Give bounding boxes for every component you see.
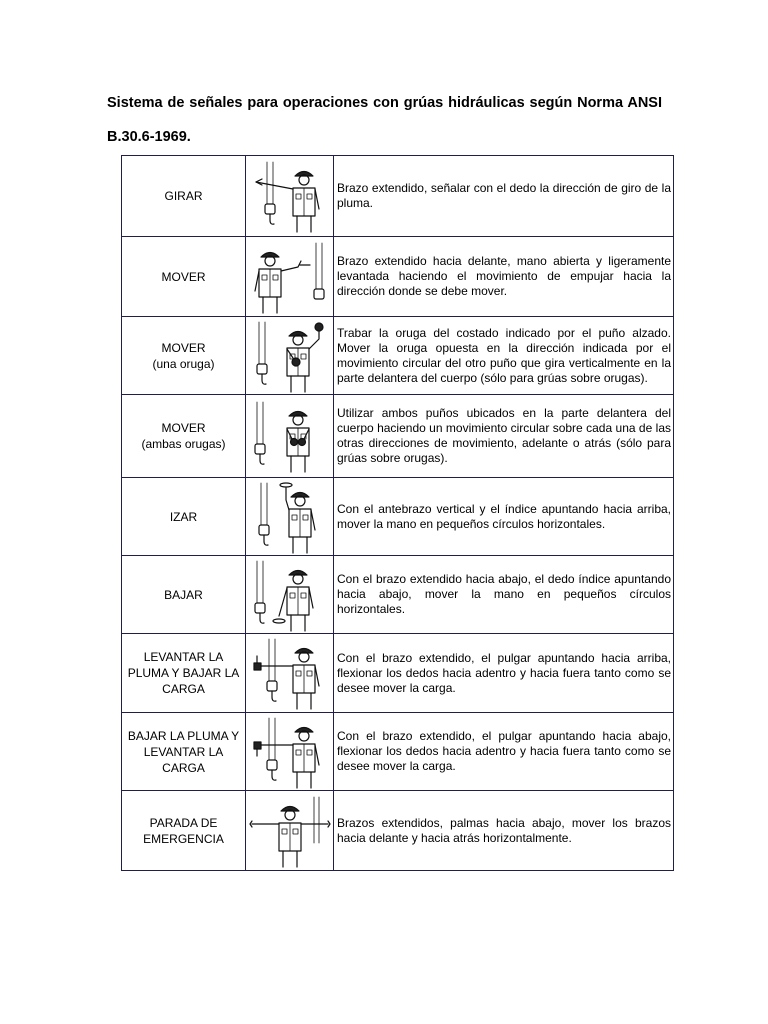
signals-table xyxy=(121,155,674,871)
signal-name-cell xyxy=(122,237,246,317)
signal-name: MOVER xyxy=(161,421,206,435)
signal-name-cell xyxy=(122,556,246,634)
signal-description: Con el brazo extendido, el pulgar apuntando hacia arriba, flexionar los dedos hacia adentro y hacia fuera tanto como se desee mover la carga. xyxy=(334,634,674,713)
signal-figure-cell xyxy=(246,713,334,791)
signal-name-note: (ambas orugas) xyxy=(141,437,226,451)
signal-figure-cell xyxy=(246,317,334,395)
signal-figure-cell xyxy=(246,156,334,237)
signal-name-cell xyxy=(122,713,246,791)
signal-row xyxy=(122,634,674,713)
signal-row xyxy=(122,395,674,478)
signal-figure-cell xyxy=(246,478,334,556)
worker-emergency-stop-icon xyxy=(246,793,333,869)
signal-name: MOVER xyxy=(161,269,206,284)
signal-name: BAJAR LA PLUMA Y LEVANTAR LA CARGA xyxy=(127,728,240,775)
worker-pointing-icon xyxy=(246,158,333,234)
worker-both-tracks-icon xyxy=(246,398,333,474)
signal-description: Brazos extendidos, palmas hacia abajo, mover los brazos hacia delante y hacia atrás horizontalmente. xyxy=(334,791,674,871)
worker-one-track-icon xyxy=(246,318,333,394)
signal-figure-cell xyxy=(246,395,334,478)
document-title: Sistema de señales para operaciones con grúas hidráulicas según Norma ANSI B.30.6-1969. xyxy=(107,95,662,145)
signal-name-cell xyxy=(122,156,246,237)
signal-name-cell xyxy=(122,634,246,713)
signal-row xyxy=(122,237,674,317)
signal-name-cell xyxy=(122,791,246,871)
signal-figure-cell xyxy=(246,237,334,317)
worker-thumb-down-icon xyxy=(246,714,333,790)
signal-description: Trabar la oruga del costado indicado por el puño alzado. Mover la oruga opuesta en la dirección indicada por el movimiento circular del otro puño que gira verticalmente en la parte delantera del cuerpo (sólo para grúas sobre orugas). xyxy=(334,317,674,395)
worker-lower-icon xyxy=(246,557,333,633)
signal-name-cell xyxy=(122,478,246,556)
signal-description: Con el brazo extendido, el pulgar apuntando hacia abajo, flexionar los dedos hacia adentro y hacia fuera tanto como se desee mover la carga. xyxy=(334,713,674,791)
signal-description: Utilizar ambos puños ubicados en la parte delantera del cuerpo haciendo un movimiento circular sobre cada una de las otras direcciones de movimiento, adelante o atrás (sólo para grúas sobre orugas). xyxy=(334,395,674,478)
signal-description: Con el antebrazo vertical y el índice apuntando hacia arriba, mover la mano en pequeños círculos horizontales. xyxy=(334,478,674,556)
signal-row xyxy=(122,478,674,556)
signal-figure-cell xyxy=(246,634,334,713)
signal-description: Brazo extendido hacia delante, mano abierta y ligeramente levantada haciendo el movimiento de empujar hacia la dirección donde se debe mover. xyxy=(334,237,674,317)
worker-pushing-icon xyxy=(246,239,333,315)
signal-name: IZAR xyxy=(169,509,198,524)
signal-name: PARADA DE EMERGENCIA xyxy=(143,815,224,846)
signal-name: MOVER xyxy=(161,340,206,355)
worker-thumb-up-icon xyxy=(246,635,333,711)
signal-row xyxy=(122,156,674,237)
signal-name-cell xyxy=(122,317,246,395)
signal-row xyxy=(122,556,674,634)
signal-row xyxy=(122,713,674,791)
worker-hoist-icon xyxy=(246,479,333,555)
signal-description: Con el brazo extendido hacia abajo, el dedo índice apuntando hacia abajo, mover la mano en pequeños círculos horizontales. xyxy=(334,556,674,634)
signal-figure-cell xyxy=(246,791,334,871)
signal-row xyxy=(122,791,674,871)
signal-name: GIRAR xyxy=(164,189,203,203)
signal-figure-cell xyxy=(246,556,334,634)
signal-name-note: (una oruga) xyxy=(152,356,215,371)
signal-name: LEVANTAR LA PLUMA Y BAJAR LA CARGA xyxy=(127,650,240,696)
signal-description: Brazo extendido, señalar con el dedo la dirección de giro de la pluma. xyxy=(334,156,674,237)
signal-row xyxy=(122,317,674,395)
signal-name: BAJAR xyxy=(164,587,203,602)
signal-name-cell xyxy=(122,395,246,478)
